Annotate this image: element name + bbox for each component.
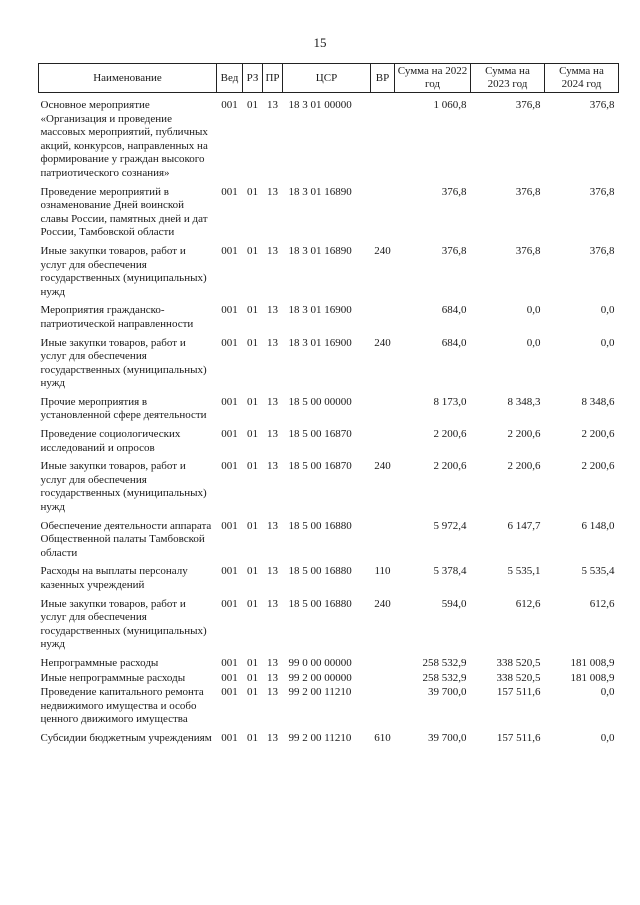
- cell-sum-2024: 2 200,6: [581, 428, 615, 441]
- cell-vr: [371, 672, 395, 687]
- table-row: [39, 93, 619, 186]
- cell-ved: 001: [221, 428, 238, 441]
- cell-ved: 001: [221, 460, 238, 473]
- cell-csr: 18 3 01 00000: [288, 99, 352, 111]
- header-sum-2022: Сумма на 2022 год: [395, 64, 471, 93]
- cell-vr: [371, 93, 395, 186]
- cell-vr: [371, 520, 395, 566]
- cell-sum-2024: 376,8: [589, 244, 615, 257]
- cell-sum-2023: 612,6: [515, 597, 541, 610]
- header-pr: ПР: [263, 64, 283, 93]
- cell-csr: 18 5 00 16870: [288, 460, 352, 473]
- cell-sum-2022: 2 200,6: [433, 460, 467, 473]
- cell-sum-2024: 181 008,9: [570, 656, 615, 669]
- cell-sum-2022: 5 972,4: [433, 519, 467, 532]
- cell-vr: [371, 686, 395, 732]
- cell-rz: 01: [247, 565, 258, 578]
- cell-rz: 01: [247, 99, 258, 111]
- cell-name: Мероприятия гражданско-патриотической направленности: [40, 304, 194, 330]
- cell-sum-2023: 0,0: [526, 336, 541, 349]
- cell-pr: 13: [267, 395, 278, 408]
- cell-pr: 13: [267, 460, 278, 473]
- cell-sum-2022: 258 532,9: [422, 656, 467, 669]
- header-name: Наименование: [39, 64, 217, 93]
- cell-pr: 13: [267, 428, 278, 441]
- cell-sum-2024: 2 200,6: [581, 460, 615, 473]
- cell-rz: 01: [247, 395, 258, 408]
- cell-sum-2023: 338 520,5: [496, 671, 541, 684]
- table-row: [39, 686, 619, 732]
- cell-ved: 001: [221, 597, 238, 610]
- cell-sum-2024: 376,8: [589, 185, 615, 198]
- cell-ved: 001: [221, 565, 238, 578]
- cell-sum-2022: 1 060,8: [433, 99, 467, 111]
- cell-pr: 13: [267, 686, 278, 699]
- cell-rz: 01: [247, 428, 258, 441]
- header-rz: РЗ: [243, 64, 263, 93]
- cell-name: Иные закупки товаров, работ и услуг для обеспечения государственных (муниципальных) нужд: [40, 336, 207, 390]
- cell-csr: 18 3 01 16890: [288, 185, 352, 198]
- cell-vr: 240: [374, 460, 391, 473]
- cell-csr: 99 2 00 00000: [288, 671, 352, 684]
- cell-pr: 13: [267, 519, 278, 532]
- cell-name: Непрограммные расходы: [40, 656, 159, 669]
- cell-sum-2024: 0,0: [600, 304, 615, 317]
- cell-ved: 001: [221, 671, 238, 684]
- cell-sum-2022: 8 173,0: [433, 395, 467, 408]
- page-number: 15: [313, 35, 327, 50]
- table-row: [39, 672, 619, 687]
- cell-sum-2022: 376,8: [441, 185, 467, 198]
- cell-vr: [371, 186, 395, 245]
- cell-sum-2022: 2 200,6: [433, 428, 467, 441]
- cell-csr: 18 3 01 16900: [288, 304, 352, 317]
- cell-vr: 240: [374, 597, 391, 610]
- cell-rz: 01: [247, 336, 258, 349]
- header-ved: Вед: [217, 64, 243, 93]
- cell-pr: 13: [267, 597, 278, 610]
- cell-pr: 13: [267, 244, 278, 257]
- cell-sum-2022: 594,0: [441, 597, 467, 610]
- cell-sum-2023: 2 200,6: [507, 428, 541, 441]
- cell-sum-2024: 6 148,0: [581, 519, 615, 532]
- cell-pr: 13: [267, 565, 278, 578]
- cell-vr: [371, 304, 395, 336]
- cell-sum-2023: 6 147,7: [507, 519, 541, 532]
- cell-name: Субсидии бюджетным учреждениям: [40, 731, 212, 744]
- cell-pr: 13: [267, 656, 278, 669]
- cell-pr: 13: [267, 304, 278, 317]
- cell-vr: 110: [374, 565, 391, 578]
- cell-pr: 13: [267, 671, 278, 684]
- cell-ved: 001: [221, 304, 238, 317]
- cell-sum-2022: 258 532,9: [422, 671, 467, 684]
- table-row: [39, 428, 619, 460]
- cell-sum-2023: 2 200,6: [507, 460, 541, 473]
- cell-name: Иные закупки товаров, работ и услуг для обеспечения государственных (муниципальных) нужд: [40, 597, 207, 651]
- cell-csr: 18 5 00 16880: [288, 565, 352, 578]
- cell-vr: [371, 428, 395, 460]
- cell-rz: 01: [247, 656, 258, 669]
- cell-csr: 18 5 00 16870: [288, 428, 352, 441]
- table-header: [39, 64, 619, 93]
- cell-sum-2023: 5 535,1: [507, 565, 541, 578]
- cell-vr: [371, 657, 395, 672]
- table-row: [39, 565, 619, 597]
- cell-sum-2023: 376,8: [515, 99, 541, 111]
- cell-name: Проведение социологических исследований и опросов: [40, 428, 181, 454]
- cell-ved: 001: [221, 519, 238, 532]
- cell-name: Иные закупки товаров, работ и услуг для обеспечения государственных (муниципальных) нужд: [40, 460, 207, 514]
- cell-csr: 18 5 00 00000: [288, 395, 352, 408]
- cell-vr: [371, 396, 395, 428]
- cell-sum-2024: 612,6: [589, 597, 615, 610]
- cell-ved: 001: [221, 686, 238, 699]
- cell-sum-2024: 8 348,6: [581, 395, 615, 408]
- cell-vr: 610: [374, 731, 391, 744]
- table-row: [39, 657, 619, 672]
- table-row: [39, 396, 619, 428]
- cell-name: Основное мероприятие «Организация и проведение массовых мероприятий, публичных акций, конкурсов, направленных на формирование у граждан высокого патриотического сознания»: [40, 99, 208, 179]
- table-row: [39, 732, 619, 751]
- cell-sum-2023: 376,8: [515, 185, 541, 198]
- cell-sum-2022: 376,8: [441, 244, 467, 257]
- cell-rz: 01: [247, 597, 258, 610]
- cell-sum-2024: 0,0: [600, 731, 615, 744]
- table-row: [39, 520, 619, 566]
- cell-name: Обеспечение деятельности аппарата Общественной палаты Тамбовской области: [40, 519, 212, 559]
- cell-pr: 13: [267, 731, 278, 744]
- cell-sum-2024: 376,8: [589, 99, 615, 111]
- cell-rz: 01: [247, 731, 258, 744]
- cell-pr: 13: [267, 185, 278, 198]
- table-row: [39, 337, 619, 396]
- cell-rz: 01: [247, 686, 258, 699]
- cell-ved: 001: [221, 336, 238, 349]
- cell-sum-2023: 157 511,6: [496, 686, 541, 699]
- cell-ved: 001: [221, 185, 238, 198]
- cell-name: Иные закупки товаров, работ и услуг для обеспечения государственных (муниципальных) нужд: [40, 244, 207, 298]
- cell-sum-2024: 5 535,4: [581, 565, 615, 578]
- cell-csr: 99 0 00 00000: [288, 656, 352, 669]
- cell-rz: 01: [247, 244, 258, 257]
- cell-sum-2022: 684,0: [441, 304, 467, 317]
- cell-sum-2024: 0,0: [600, 336, 615, 349]
- cell-rz: 01: [247, 185, 258, 198]
- cell-sum-2024: 0,0: [600, 686, 615, 699]
- cell-sum-2022: 684,0: [441, 336, 467, 349]
- cell-rz: 01: [247, 519, 258, 532]
- cell-sum-2023: 8 348,3: [507, 395, 541, 408]
- cell-name: Расходы на выплаты персоналу казенных учреждений: [40, 565, 188, 591]
- cell-sum-2022: 39 700,0: [428, 686, 467, 699]
- cell-pr: 13: [267, 99, 278, 111]
- cell-sum-2024: 181 008,9: [570, 671, 615, 684]
- cell-ved: 001: [221, 656, 238, 669]
- cell-vr: 240: [374, 244, 391, 257]
- cell-sum-2023: 376,8: [515, 244, 541, 257]
- cell-name: Иные непрограммные расходы: [40, 671, 186, 684]
- cell-vr: 240: [374, 336, 391, 349]
- cell-sum-2022: 5 378,4: [433, 565, 467, 578]
- cell-name: Проведение капитального ремонта недвижимого имущества и особо ценного движимого имущества: [40, 686, 204, 726]
- table-row: [39, 460, 619, 519]
- table-row: [39, 245, 619, 304]
- cell-rz: 01: [247, 671, 258, 684]
- cell-pr: 13: [267, 336, 278, 349]
- cell-csr: 99 2 00 11210: [288, 731, 352, 744]
- cell-ved: 001: [221, 244, 238, 257]
- table-body: [39, 93, 619, 751]
- cell-sum-2023: 338 520,5: [496, 656, 541, 669]
- cell-csr: 18 3 01 16890: [288, 244, 352, 257]
- header-sum-2023: Сумма на 2023 год: [471, 64, 545, 93]
- cell-ved: 001: [221, 395, 238, 408]
- cell-csr: 18 5 00 16880: [288, 519, 352, 532]
- cell-sum-2023: 0,0: [526, 304, 541, 317]
- cell-sum-2022: 39 700,0: [428, 731, 467, 744]
- cell-name: Прочие мероприятия в установленной сфере деятельности: [40, 395, 207, 422]
- cell-rz: 01: [247, 304, 258, 317]
- cell-csr: 18 5 00 16880: [288, 597, 352, 610]
- header-sum-2024: Сумма на 2024 год: [545, 64, 619, 93]
- header-vr: ВР: [371, 64, 395, 93]
- cell-ved: 001: [221, 731, 238, 744]
- cell-csr: 18 3 01 16900: [288, 336, 352, 349]
- cell-name: Проведение мероприятий в ознаменование Дней воинской славы России, памятных дней и дат России, Тамбовской области: [40, 185, 208, 239]
- table-row: [39, 598, 619, 657]
- cell-csr: 99 2 00 11210: [288, 686, 352, 699]
- header-csr: ЦСР: [283, 64, 371, 93]
- table-row: [39, 304, 619, 336]
- table-row: [39, 186, 619, 245]
- cell-ved: 001: [221, 99, 238, 111]
- cell-rz: 01: [247, 460, 258, 473]
- cell-sum-2023: 157 511,6: [496, 731, 541, 744]
- budget-table: [38, 63, 619, 751]
